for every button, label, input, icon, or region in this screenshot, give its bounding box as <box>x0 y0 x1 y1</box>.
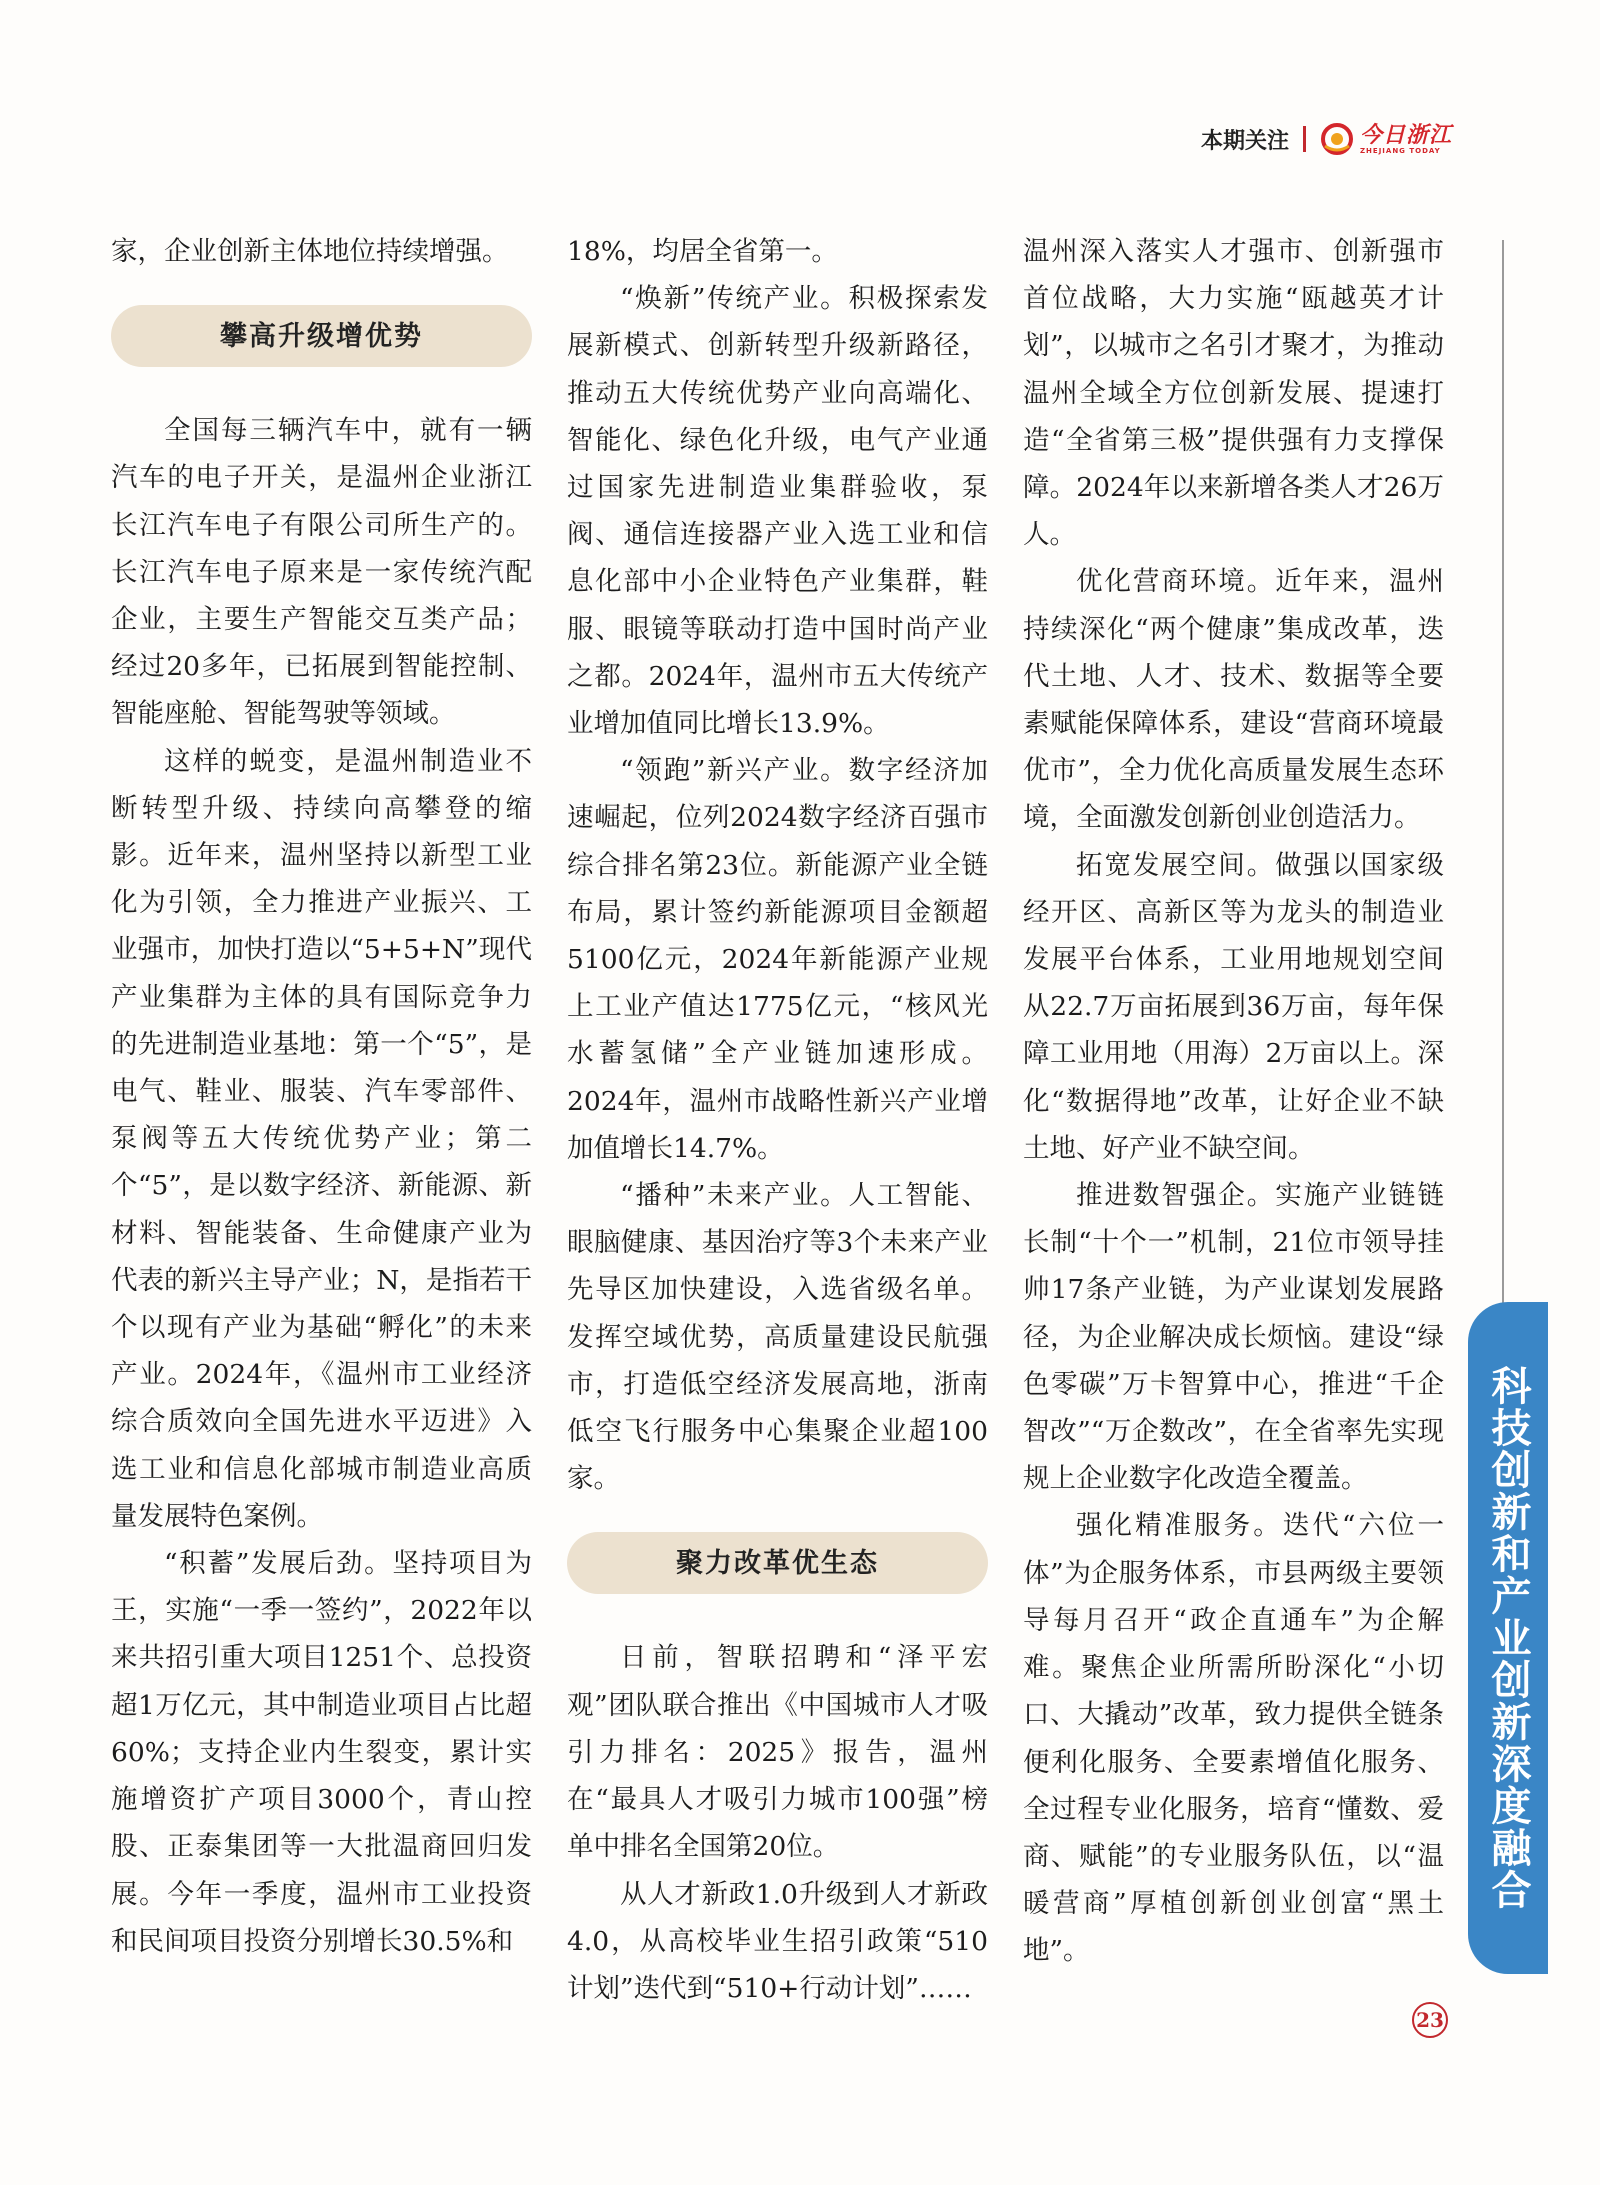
brand-name-en: ZHEJIANG TODAY <box>1359 146 1441 155</box>
paragraph: “焕新”传统产业。积极探索发展新模式、创新转型升级新路径，推动五大传统优势产业向高端化、智能化、绿色化升级，电气产业通过国家先进制造业集群验收，泵阀、通信连接器产业入选工业和信息化部中小企业特色产业集群，鞋服、眼镜等联动打造中国时尚产业之都。2024年，温州市五大传统产业增加值同比增长13.9%。 <box>567 283 988 740</box>
subheading-reform: 聚力改革优生态 <box>567 1532 988 1594</box>
sun-logo-icon <box>1320 122 1354 156</box>
paragraph: 从人才新政1.0升级到人才新政4.0，从高校毕业生招引政策“510计划”迭代到“510+行动计划”…… <box>567 1878 988 2004</box>
side-tab <box>1468 1302 1548 1974</box>
paragraph: 优化营商环境。近年来，温州持续深化“两个健康”集成改革，迭代土地、人才、技术、数据等全要素赋能保障体系，建设“营商环境最优市”，全力优化高质量发展生态环境，全面激发创新创业创造活力。 <box>1023 566 1444 834</box>
paragraph: “播种”未来产业。人工智能、眼脑健康、基因治疗等3个未来产业先导区加快建设，入选省级名单。发挥空域优势，高质量建设民航强市，打造低空经济发展高地，浙南低空飞行服务中心集聚企业超100家。 <box>567 1180 988 1495</box>
paragraph: 温州深入落实人才强市、创新强市首位战略，大力实施“瓯越英才计划”，以城市之名引才聚才，为推动温州全域全方位创新发展、提速打造“全省第三极”提供强有力支撑保障。2024年以来新增各类人才26万人。 <box>1023 236 1444 551</box>
header-divider <box>1303 126 1306 152</box>
paragraph: 家，企业创新主体地位持续增强。 <box>111 236 509 267</box>
paragraph: 强化精准服务。迭代“六位一体”为企服务体系，市县两级主要领导每月召开“政企直通车”为企解难。聚焦企业所需所盼深化“小切口、大撬动”改革，致力提供全链条便利化服务、全要素增值化服务、全过程专业化服务，培育“懂数、爱商、赋能”的专业服务队伍，以“温暖营商”厚植创新创业创富“黑土地”。 <box>1023 1510 1444 1967</box>
section-label: 本期关注 <box>1200 128 1289 154</box>
paragraph: “积蓄”发展后劲。坚持项目为王，实施“一季一签约”，2022年以来共招引重大项目1251个、总投资超1万亿元，其中制造业项目占比超60%；支持企业内生裂变，累计实施增资扩产项目3000个，青山控股、正泰集团等一大批温商回归发展。今年一季度，温州市工业投资和民间项目投资分别增长30.5%和 <box>111 1548 532 1957</box>
column-1 <box>111 228 532 1965</box>
page-header <box>1201 122 1452 156</box>
brand-name: 今日浙江 <box>1359 121 1452 148</box>
column-3 <box>1023 228 1444 1975</box>
paragraph: 全国每三辆汽车中，就有一辆汽车的电子开关，是温州企业浙江长江汽车电子有限公司所生产的。长江汽车电子原来是一家传统汽配企业，主要生产智能交互类产品；经过20多年，已拓展到智能控制、智能座舱、智能驾驶等领域。 <box>111 415 532 730</box>
brand-logo <box>1320 122 1452 156</box>
subheading-climb: 攀高升级增优势 <box>111 305 532 367</box>
side-tab-title: 科技创新和产业创新深度融合 <box>1485 1365 1532 1911</box>
right-rule <box>1502 240 1504 1305</box>
paragraph: 这样的蜕变，是温州制造业不断转型升级、持续向高攀登的缩影。近年来，温州坚持以新型工业化为引领，全力推进产业振兴、工业强市，加快打造以“5+5+N”现代产业集群为主体的具有国际竞争力的先进制造业基地：第一个“5”，是电气、鞋业、服装、汽车零部件、泵阀等五大传统优势产业；第二个“5”，是以数字经济、新能源、新材料、智能装备、生命健康产业为代表的新兴主导产业；N，是指若干个以现有产业为基础“孵化”的未来产业。2024年，《温州市工业经济综合质效向全国先进水平迈进》入选工业和信息化部城市制造业高质量发展特色案例。 <box>111 745 532 1532</box>
paragraph: 日前，智联招聘和“泽平宏观”团队联合推出《中国城市人才吸引力排名：2025》报告，温州在“最具人才吸引力城市100强”榜单中排名全国第20位。 <box>567 1642 988 1863</box>
paragraph: “领跑”新兴产业。数字经济加速崛起，位列2024数字经济百强市综合排名第23位。新能源产业全链布局，累计签约新能源项目金额超5100亿元，2024年新能源产业规上工业产值达1775亿元，“核风光水蓄氢储”全产业链加速形成。2024年，温州市战略性新兴产业增加值增长14.7%。 <box>567 755 988 1164</box>
column-2 <box>567 228 988 2012</box>
paragraph: 拓宽发展空间。做强以国家级经开区、高新区等为龙头的制造业发展平台体系，工业用地规划空间从22.7万亩拓展到36万亩，每年保障工业用地（用海）2万亩以上。深化“数据得地”改革，让好企业不缺土地、好产业不缺空间。 <box>1023 849 1444 1164</box>
paragraph: 18%，均居全省第一。 <box>567 236 838 267</box>
page-number: 23 <box>1412 2002 1448 2038</box>
paragraph: 推进数智强企。实施产业链链长制“十个一”机制，21位市领导挂帅17条产业链，为产业谋划发展路径，为企业解决成长烦恼。建设“绿色零碳”万卡智算中心，推进“千企智改”“万企数改”，在全省率先实现规上企业数字化改造全覆盖。 <box>1023 1180 1444 1495</box>
